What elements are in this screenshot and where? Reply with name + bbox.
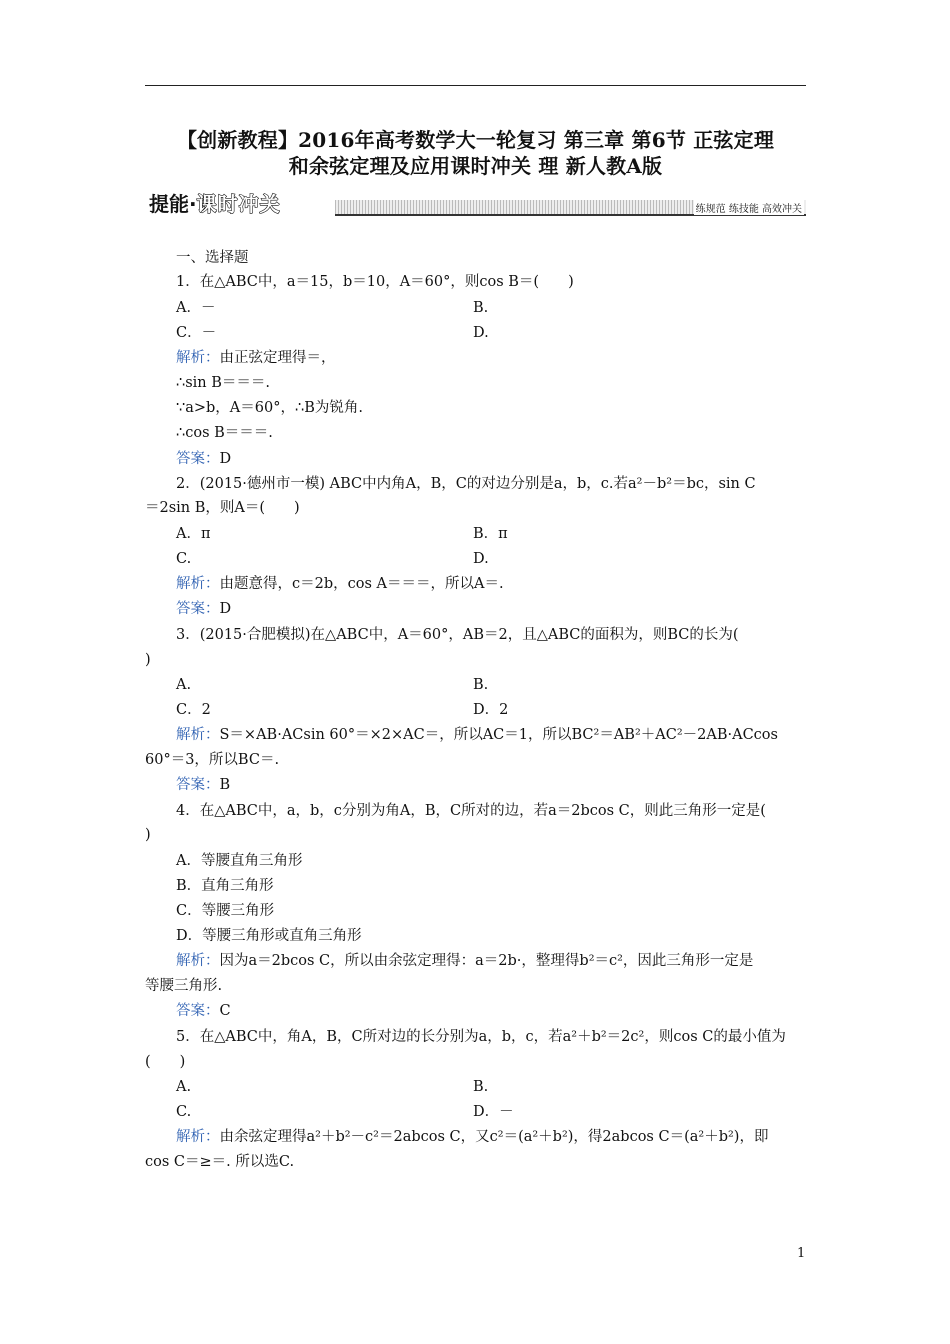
q5-option-d: D．－ [473, 1104, 514, 1120]
solution-text: 因为a＝2bcos C，所以由余弦定理得：a＝2b·，整理得b²＝c²，因此三角形一定是 [219, 953, 754, 969]
solution-label: 解析： [176, 953, 220, 969]
q1-solution-1 [176, 348, 336, 368]
question-1: 1．在△ABC中，a＝15，b＝10，A＝60°，则cos B＝( ) [176, 274, 574, 290]
answer-value: D [219, 601, 232, 617]
solution-label: 解析： [176, 576, 220, 592]
q1-solution-4: ∴cos B＝＝＝. [176, 425, 273, 441]
section-banner [145, 186, 806, 216]
q1-solution-3: ∵a>b，A＝60°，∴B为锐角. [176, 400, 363, 416]
q3-option-b: B. [473, 677, 489, 693]
question-5-line-1: 5．在△ABC中，角A，B，C所对边的长分别为a，b，c，若a²＋b²＝2c²，则cos C的最小值为 [176, 1029, 786, 1045]
banner-bold-text: 提能 [149, 192, 189, 216]
q1-option-b: B. [473, 300, 489, 316]
q3-solution-1 [176, 725, 778, 745]
solution-text: 由正弦定理得＝， [219, 350, 336, 366]
answer-label: 答案： [176, 601, 220, 617]
solution-text: 由题意得，c＝2b，cos A＝＝＝，所以A＝. [219, 576, 504, 592]
banner-outline-text: 课时冲关 [196, 192, 281, 216]
q4-option-b: B．直角三角形 [176, 878, 274, 894]
answer-value: D [219, 451, 232, 467]
solution-label: 解析： [176, 727, 220, 743]
q5-option-c: C. [176, 1104, 192, 1120]
solution-text: 由余弦定理得a²＋b²－c²＝2abcos C，又c²＝(a²＋b²)，得2abcos C＝(a²＋b²)，即 [219, 1129, 769, 1145]
q5-solution-2: cos C＝≥＝. 所以选C. [145, 1154, 295, 1170]
q2-option-c: C. [176, 551, 192, 567]
section-heading: 一、选择题 [176, 250, 249, 266]
q4-option-a: A．等腰直角三角形 [176, 853, 303, 869]
solution-label: 解析： [176, 1129, 220, 1145]
question-2-line-1: 2．(2015·德州市一模) ABC中内角A，B，C的对边分别是a，b，c.若a²－b²＝bc，sin C [176, 476, 756, 492]
q3-solution-2: 60°＝3，所以BC＝. [145, 752, 280, 768]
q1-answer [176, 449, 231, 469]
q2-option-b: B．π [473, 526, 508, 542]
q4-solution-2: 等腰三角形. [145, 978, 223, 994]
answer-label: 答案： [176, 451, 220, 467]
document-title-line-1: 【创新教程】2016年高考数学大一轮复习 第三章 第6节 正弦定理 [176, 128, 775, 152]
q3-option-d: D．2 [473, 702, 509, 718]
banner-dot: · [189, 192, 197, 216]
q1-option-d: D. [473, 325, 489, 341]
banner-tags: 练规范 练技能 高效冲关 [694, 200, 804, 215]
banner-label [149, 188, 281, 217]
q4-option-c: C．等腰三角形 [176, 903, 275, 919]
page-number: 1 [797, 1246, 806, 1261]
q5-solution-1 [176, 1127, 768, 1147]
q2-solution-1 [176, 574, 504, 594]
solution-text: S＝×AB·ACsin 60°＝×2×AC＝，所以AC＝1，所以BC²＝AB²＋AC²－2AB·ACcos [219, 727, 778, 743]
answer-label: 答案： [176, 1003, 220, 1019]
question-4-line-1: 4．在△ABC中，a，b，c分别为角A，B，C所对的边，若a＝2bcos C，则此三角形一定是( [176, 803, 766, 819]
q2-answer [176, 599, 231, 619]
q2-option-d: D. [473, 551, 489, 567]
q3-option-c: C．2 [176, 702, 211, 718]
solution-label: 解析： [176, 350, 220, 366]
header-rule [145, 85, 806, 86]
q2-option-a: A．π [176, 526, 211, 542]
q1-option-a: A．－ [176, 300, 216, 316]
q1-option-c: C．－ [176, 325, 217, 341]
q4-solution-1 [176, 951, 753, 971]
question-3-line-1: 3．(2015·合肥模拟)在△ABC中，A＝60°，AB＝2，且△ABC的面积为，则BC的长为( [176, 627, 739, 643]
question-2-line-2: ＝2sin B，则A＝( ) [145, 500, 300, 516]
q4-option-d: D．等腰三角形或直角三角形 [176, 928, 362, 944]
document-title-line-2: 和余弦定理及应用课时冲关 理 新人教A版 [288, 154, 663, 178]
question-3-line-2: ) [145, 652, 151, 668]
question-4-line-2: ) [145, 827, 151, 843]
q1-solution-2: ∴sin B＝＝＝. [176, 375, 271, 391]
answer-value: B [219, 777, 231, 793]
answer-label: 答案： [176, 777, 220, 793]
answer-value: C [219, 1003, 231, 1019]
question-5-line-2: ( ) [145, 1054, 186, 1070]
q5-option-a: A. [176, 1079, 192, 1095]
q3-option-a: A. [176, 677, 192, 693]
q4-answer [176, 1001, 231, 1021]
q5-option-b: B. [473, 1079, 489, 1095]
q3-answer [176, 775, 230, 795]
